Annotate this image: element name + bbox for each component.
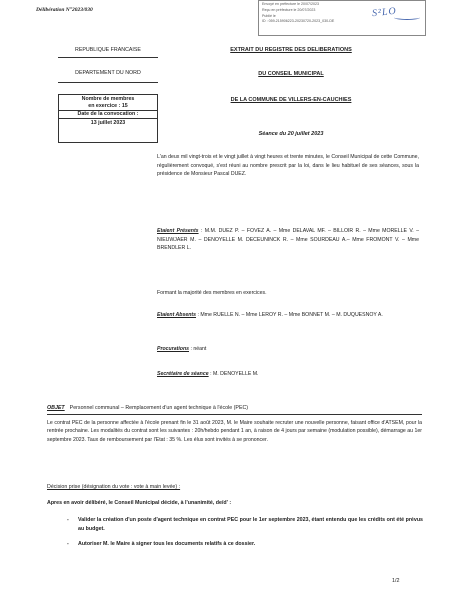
decision-item: - Autoriser M. le Maire à signer tous les documents relatifs à ce dossier. xyxy=(78,540,423,549)
decision-item: - Valider la création d'un poste d'agent technique en contrat PEC pour le 1er septembre 2023, étant entendu que les crédits ont été prévus au budget. xyxy=(78,516,423,533)
presents-label: Etaient Présents xyxy=(157,228,199,234)
council-title: DU CONSEIL MUNICIPAL xyxy=(258,71,324,77)
absents-list: : Mme RUELLE N. – Mme LEROY R. – Mme BONNET M. – M. DUQUESNOY A. xyxy=(196,312,383,318)
secretaire-line xyxy=(157,370,419,379)
box-divider xyxy=(59,110,157,111)
main-paragraph: Le contrat PEC de la personne affectée à l'école prenant fin le 31 août 2023, M. le Maire souhaite recruter une nouvelle personne, faisant office d'ATSEM, pour la rentrée prochaine. Les modalités du contrat sont les suivantes : 20h/hebdo pendant 1 an, à raison de 4 jours par semaine (modulation possible), démarrage au 1er septembre 2023. Taux de remboursement par l'Etat : 35 %. Les élus sont invités à se prononcer. xyxy=(47,420,422,443)
secretaire-value: : M. DENOYELLE M. xyxy=(208,371,259,377)
stamp-line-id: ID : 059-215906223-20230720-2023_030-DE xyxy=(262,19,335,24)
members-convocation-box xyxy=(58,94,158,143)
presents-paragraph xyxy=(157,227,419,253)
box-divider xyxy=(59,118,157,119)
objet-text: Personnel communal – Remplacement d'un agent technique à l'école (PEC) xyxy=(69,405,249,411)
objet-row xyxy=(47,405,422,411)
seance-date: Séance du 20 juillet 2023 xyxy=(258,131,324,137)
country-label: REPUBLIQUE FRANCAISE xyxy=(75,47,141,53)
stamp-line-sent: Envoyé en préfecture le 20/07/2023 xyxy=(262,2,319,6)
register-title: EXTRAIT DU REGISTRE DES DELIBERATIONS xyxy=(230,47,352,53)
procurations-value: : néant xyxy=(189,346,207,352)
absents-paragraph xyxy=(157,311,419,320)
presents-list: : M.M. DUEZ P. – FOVEZ A. – Mme DELAVAL MF. – BILLOIR R. – Mme MORELLE V. – NIEUWJAER M. – DENOYELLE M. DECEUNINCK R. – Mme SOURDEAU A.– Mme FROMONT V. – Mme BRENDLER L. xyxy=(157,228,419,252)
members-value: en exercice : 15 xyxy=(88,102,128,109)
department-underline xyxy=(58,82,158,83)
objet-label: OBJET xyxy=(47,405,65,411)
decision-title: Décision prise (désignation du vote : vote à main levée) : xyxy=(47,484,181,490)
objet-divider xyxy=(47,414,422,415)
stamp-line-received: Reçu en préfecture le 20/07/2023 xyxy=(262,7,316,12)
country-underline xyxy=(58,57,158,58)
commune-title: DE LA COMMUNE DE VILLERS-EN-CAUCHIES xyxy=(230,97,352,103)
page-number: 1/2 xyxy=(392,578,400,584)
department-label: DEPARTEMENT DU NORD xyxy=(75,70,141,76)
decision-intro: Apres en avoir délibéré, le Conseil Municipal décide, à l'unanimité, de/d' : xyxy=(47,500,232,506)
absents-label: Etaient Absents xyxy=(157,312,197,318)
deliberation-number: Délibération N°2023/030 xyxy=(36,7,93,13)
stamp-handwritten-mark: S²LO xyxy=(371,5,398,20)
decision-list xyxy=(78,516,423,556)
secretaire-label: Secrétaire de séance xyxy=(157,371,209,377)
majority-line: Formant la majorité des membres en exercices. xyxy=(157,290,267,296)
procurations-label: Procurations xyxy=(157,346,189,352)
stamp-line-published: Publié le xyxy=(262,13,276,18)
stamp-underline-stroke xyxy=(394,15,420,20)
intro-paragraph: L'an deux mil vingt-trois et le vingt juillet à vingt heures et trente minutes, le Conseil Municipal de cette Commune, régulièrement convoqué, s'est réuni au nombre prescrit par la loi, dans le lieu habituel de ses séances, sous la présidence de Monsieur Pascal DUEZ. xyxy=(157,154,419,178)
convocation-date: 13 juillet 2023 xyxy=(90,119,126,126)
members-label: Nombre de membres xyxy=(81,96,135,102)
convocation-label: Date de la convocation : xyxy=(77,111,139,118)
procurations-line xyxy=(157,345,419,354)
